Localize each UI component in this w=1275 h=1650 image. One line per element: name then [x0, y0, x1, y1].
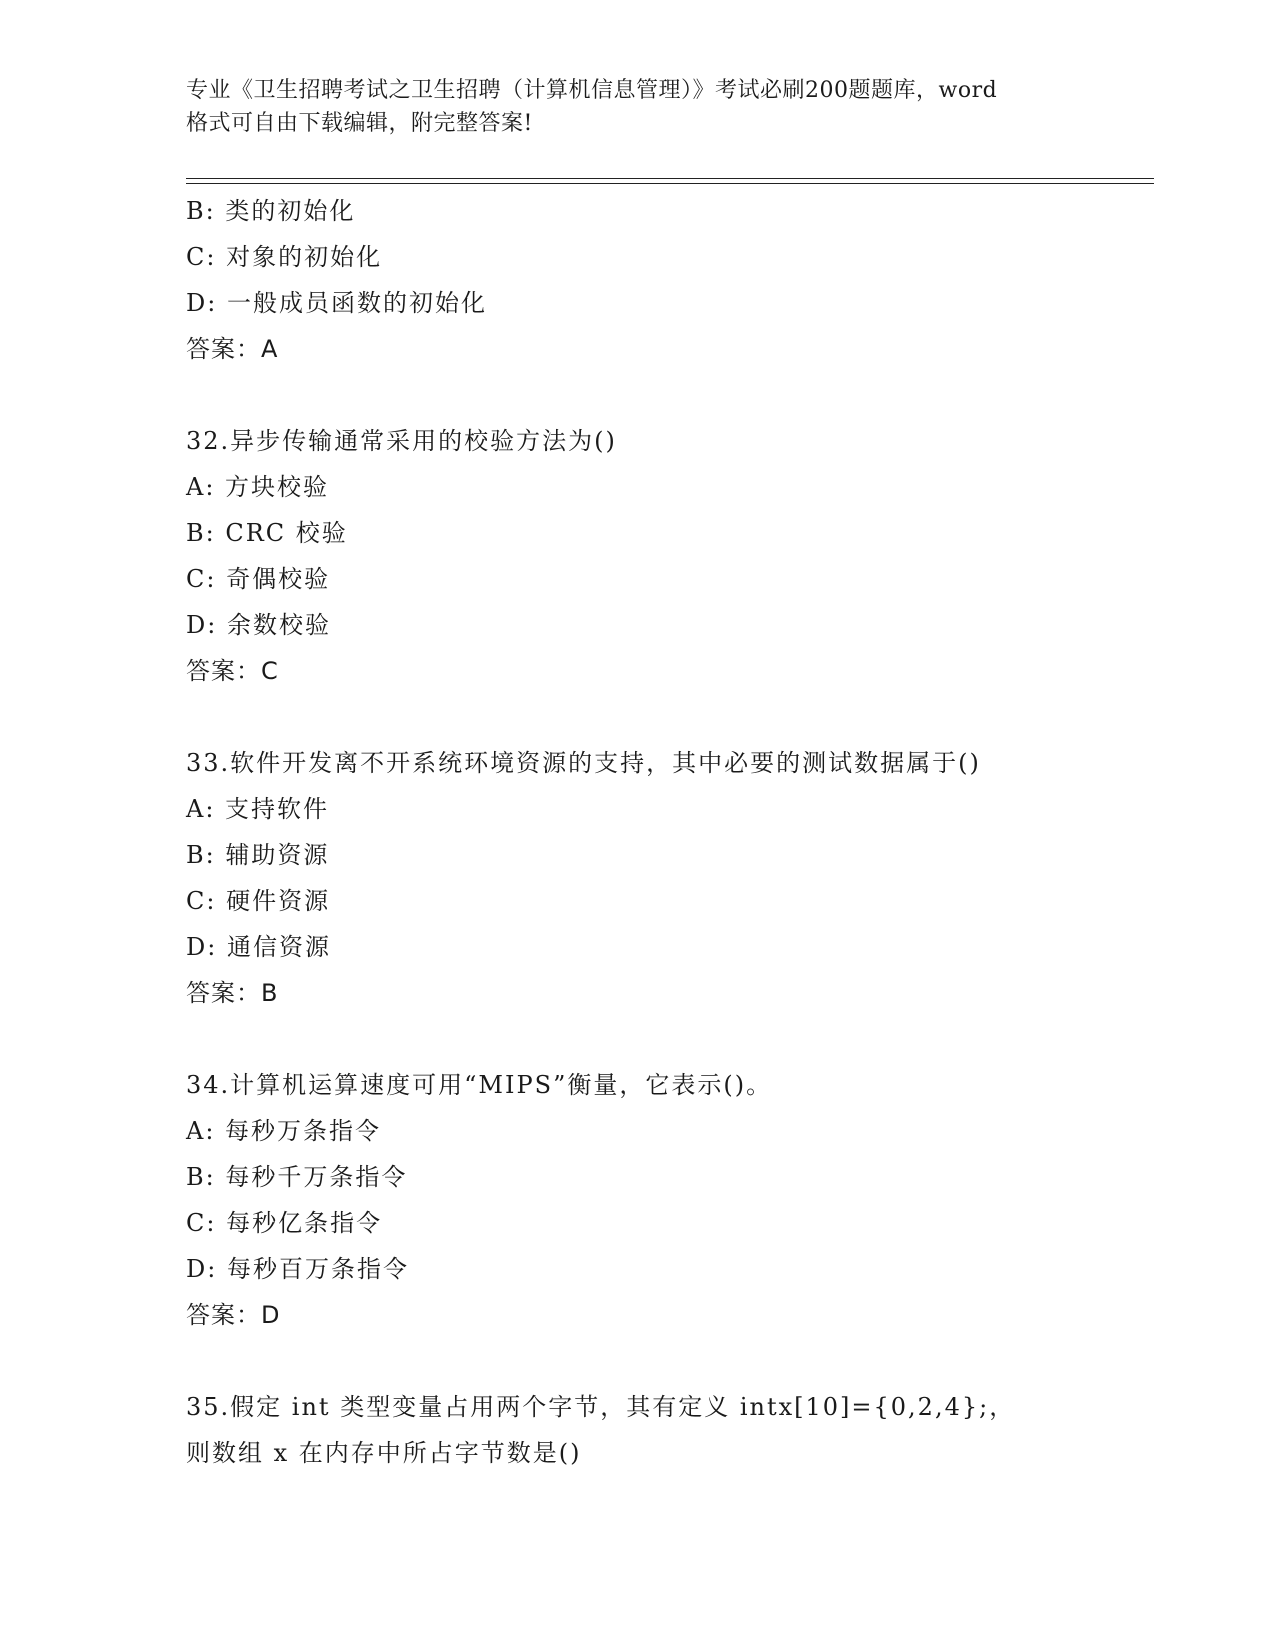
answer-text: 答案：A — [186, 335, 279, 363]
question-text: 32.异步传输通常采用的校验方法为() — [186, 427, 617, 455]
header-divider-bottom — [186, 183, 1154, 184]
document-header — [186, 74, 1086, 140]
question-35 — [186, 1384, 1154, 1476]
option-d: D: 一般成员函数的初始化 — [186, 289, 487, 317]
header-divider-top — [186, 178, 1154, 179]
option-b: B: CRC 校验 — [186, 519, 348, 547]
option-d: D: 余数校验 — [186, 611, 331, 639]
header-line-1: 专业《卫生招聘考试之卫生招聘（计算机信息管理）》考试必刷200题题库，word — [186, 78, 998, 103]
answer-text: 答案：D — [186, 1301, 281, 1329]
spacer — [186, 372, 1154, 418]
spacer — [186, 694, 1154, 740]
option-a: A: 每秒万条指令 — [186, 1117, 382, 1145]
answer-text: 答案：B — [186, 979, 279, 1007]
previous-question-tail — [186, 188, 1154, 372]
option-c: C: 奇偶校验 — [186, 565, 331, 593]
option-a: A: 方块校验 — [186, 473, 330, 501]
option-c: C: 对象的初始化 — [186, 243, 383, 271]
option-c: C: 每秒亿条指令 — [186, 1209, 383, 1237]
question-text: 33.软件开发离不开系统环境资源的支持，其中必要的测试数据属于() — [186, 749, 981, 777]
question-33 — [186, 740, 1154, 1016]
question-32 — [186, 418, 1154, 694]
question-34 — [186, 1062, 1154, 1338]
question-text-line-1: 35.假定 int 类型变量占用两个字节，其有定义 intx[10]={0,2,4};， — [186, 1393, 1016, 1421]
question-text: 34.计算机运算速度可用“MIPS”衡量，它表示()。 — [186, 1071, 773, 1099]
option-a: A: 支持软件 — [186, 795, 330, 823]
answer-text: 答案：C — [186, 657, 279, 685]
header-line-2: 格式可自由下载编辑，附完整答案! — [186, 111, 533, 136]
question-text-line-2: 则数组 x 在内存中所占字节数是() — [186, 1439, 582, 1467]
option-b: B: 类的初始化 — [186, 197, 356, 225]
option-c: C: 硬件资源 — [186, 887, 331, 915]
spacer — [186, 1338, 1154, 1384]
option-d: D: 每秒百万条指令 — [186, 1255, 409, 1283]
question-list — [186, 188, 1154, 1476]
option-d: D: 通信资源 — [186, 933, 331, 961]
option-b: B: 每秒千万条指令 — [186, 1163, 408, 1191]
spacer — [186, 1016, 1154, 1062]
option-b: B: 辅助资源 — [186, 841, 330, 869]
